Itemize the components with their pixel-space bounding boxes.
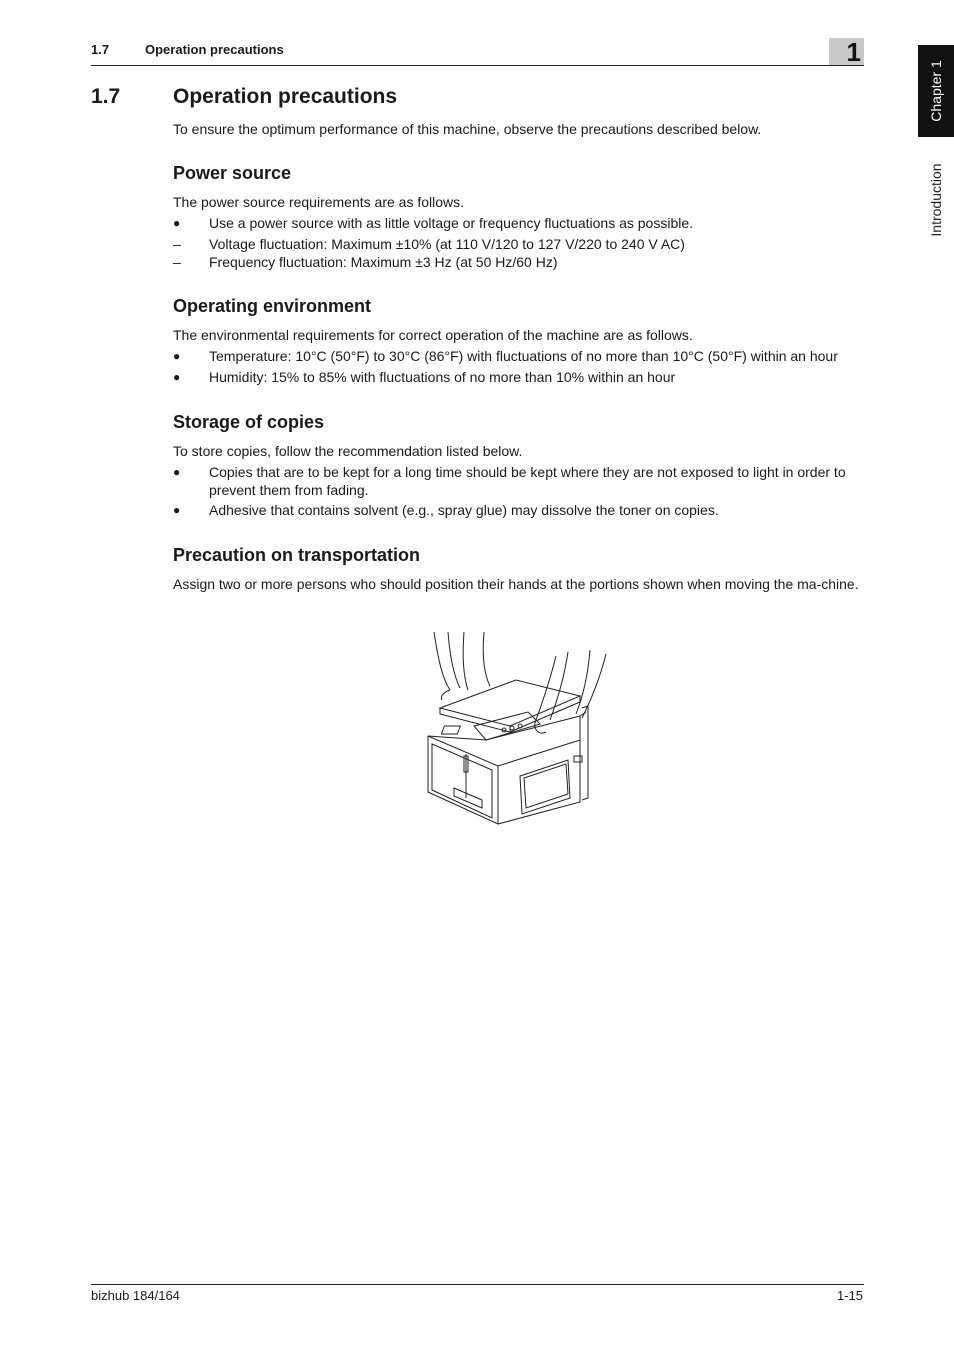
storage-intro: To store copies, follow the recommendation listed below. — [173, 443, 523, 459]
chapter-number: 1 — [846, 37, 861, 67]
bullet-mark: ● — [173, 370, 181, 384]
side-tab-section-label: Introduction — [928, 163, 944, 237]
storage-adhesive-item: Adhesive that contains solvent (e.g., spray glue) may dissolve the toner on copies. — [209, 502, 719, 518]
bullet-mark: ● — [173, 349, 181, 363]
transportation-body: Assign two or more persons who should position their hands at the portions shown when moving the ma-chine. — [173, 576, 859, 592]
dash-mark: – — [173, 236, 181, 252]
page-title: Operation precautions — [173, 85, 398, 108]
footer-rule — [91, 1284, 864, 1285]
power-source-heading: Power source — [173, 163, 292, 183]
running-header — [91, 42, 864, 66]
side-tab-section — [918, 140, 954, 260]
section-number: 1.7 — [91, 85, 121, 108]
humidity-item: Humidity: 15% to 85% with fluctuations of no more than 10% within an hour — [209, 369, 676, 385]
header-section-title: Operation precautions — [145, 42, 284, 57]
voltage-fluctuation-item: Voltage fluctuation: Maximum ±10% (at 110 V/120 to 127 V/220 to 240 V AC) — [209, 236, 685, 252]
footer-page-number: 1-15 — [836, 1288, 863, 1303]
storage-light-item: Copies that are to be kept for a long time should be kept where they are not exposed to light in order to prevent them from fading. — [209, 464, 846, 498]
chapter-number-box — [829, 38, 864, 65]
side-tab-chapter — [918, 45, 954, 137]
frequency-fluctuation-item: Frequency fluctuation: Maximum ±3 Hz (at 50 Hz/60 Hz) — [209, 254, 558, 270]
side-tab-chapter-label: Chapter 1 — [928, 60, 944, 122]
storage-heading: Storage of copies — [173, 412, 325, 432]
transportation-heading: Precaution on transportation — [173, 545, 421, 565]
bullet-mark: ● — [173, 465, 181, 479]
operating-environment-intro: The environmental requirements for correct operation of the machine are as follows. — [173, 327, 693, 343]
bullet-mark: ● — [173, 216, 181, 230]
power-source-bullet: Use a power source with as little voltage or frequency fluctuations as possible. — [209, 215, 694, 231]
bullet-mark: ● — [173, 503, 181, 517]
header-section-number: 1.7 — [91, 42, 110, 57]
intro-paragraph: To ensure the optimum performance of this machine, observe the precautions described below. — [173, 121, 762, 137]
footer-product-name: bizhub 184/164 — [91, 1288, 180, 1303]
power-source-intro: The power source requirements are as follows. — [173, 194, 465, 210]
operating-environment-heading: Operating environment — [173, 296, 372, 316]
copier-carrying-illustration — [420, 628, 616, 828]
dash-mark: – — [173, 254, 181, 270]
temperature-item: Temperature: 10°C (50°F) to 30°C (86°F) with fluctuations of no more than 10°C (50°F) within an hour — [209, 348, 838, 364]
